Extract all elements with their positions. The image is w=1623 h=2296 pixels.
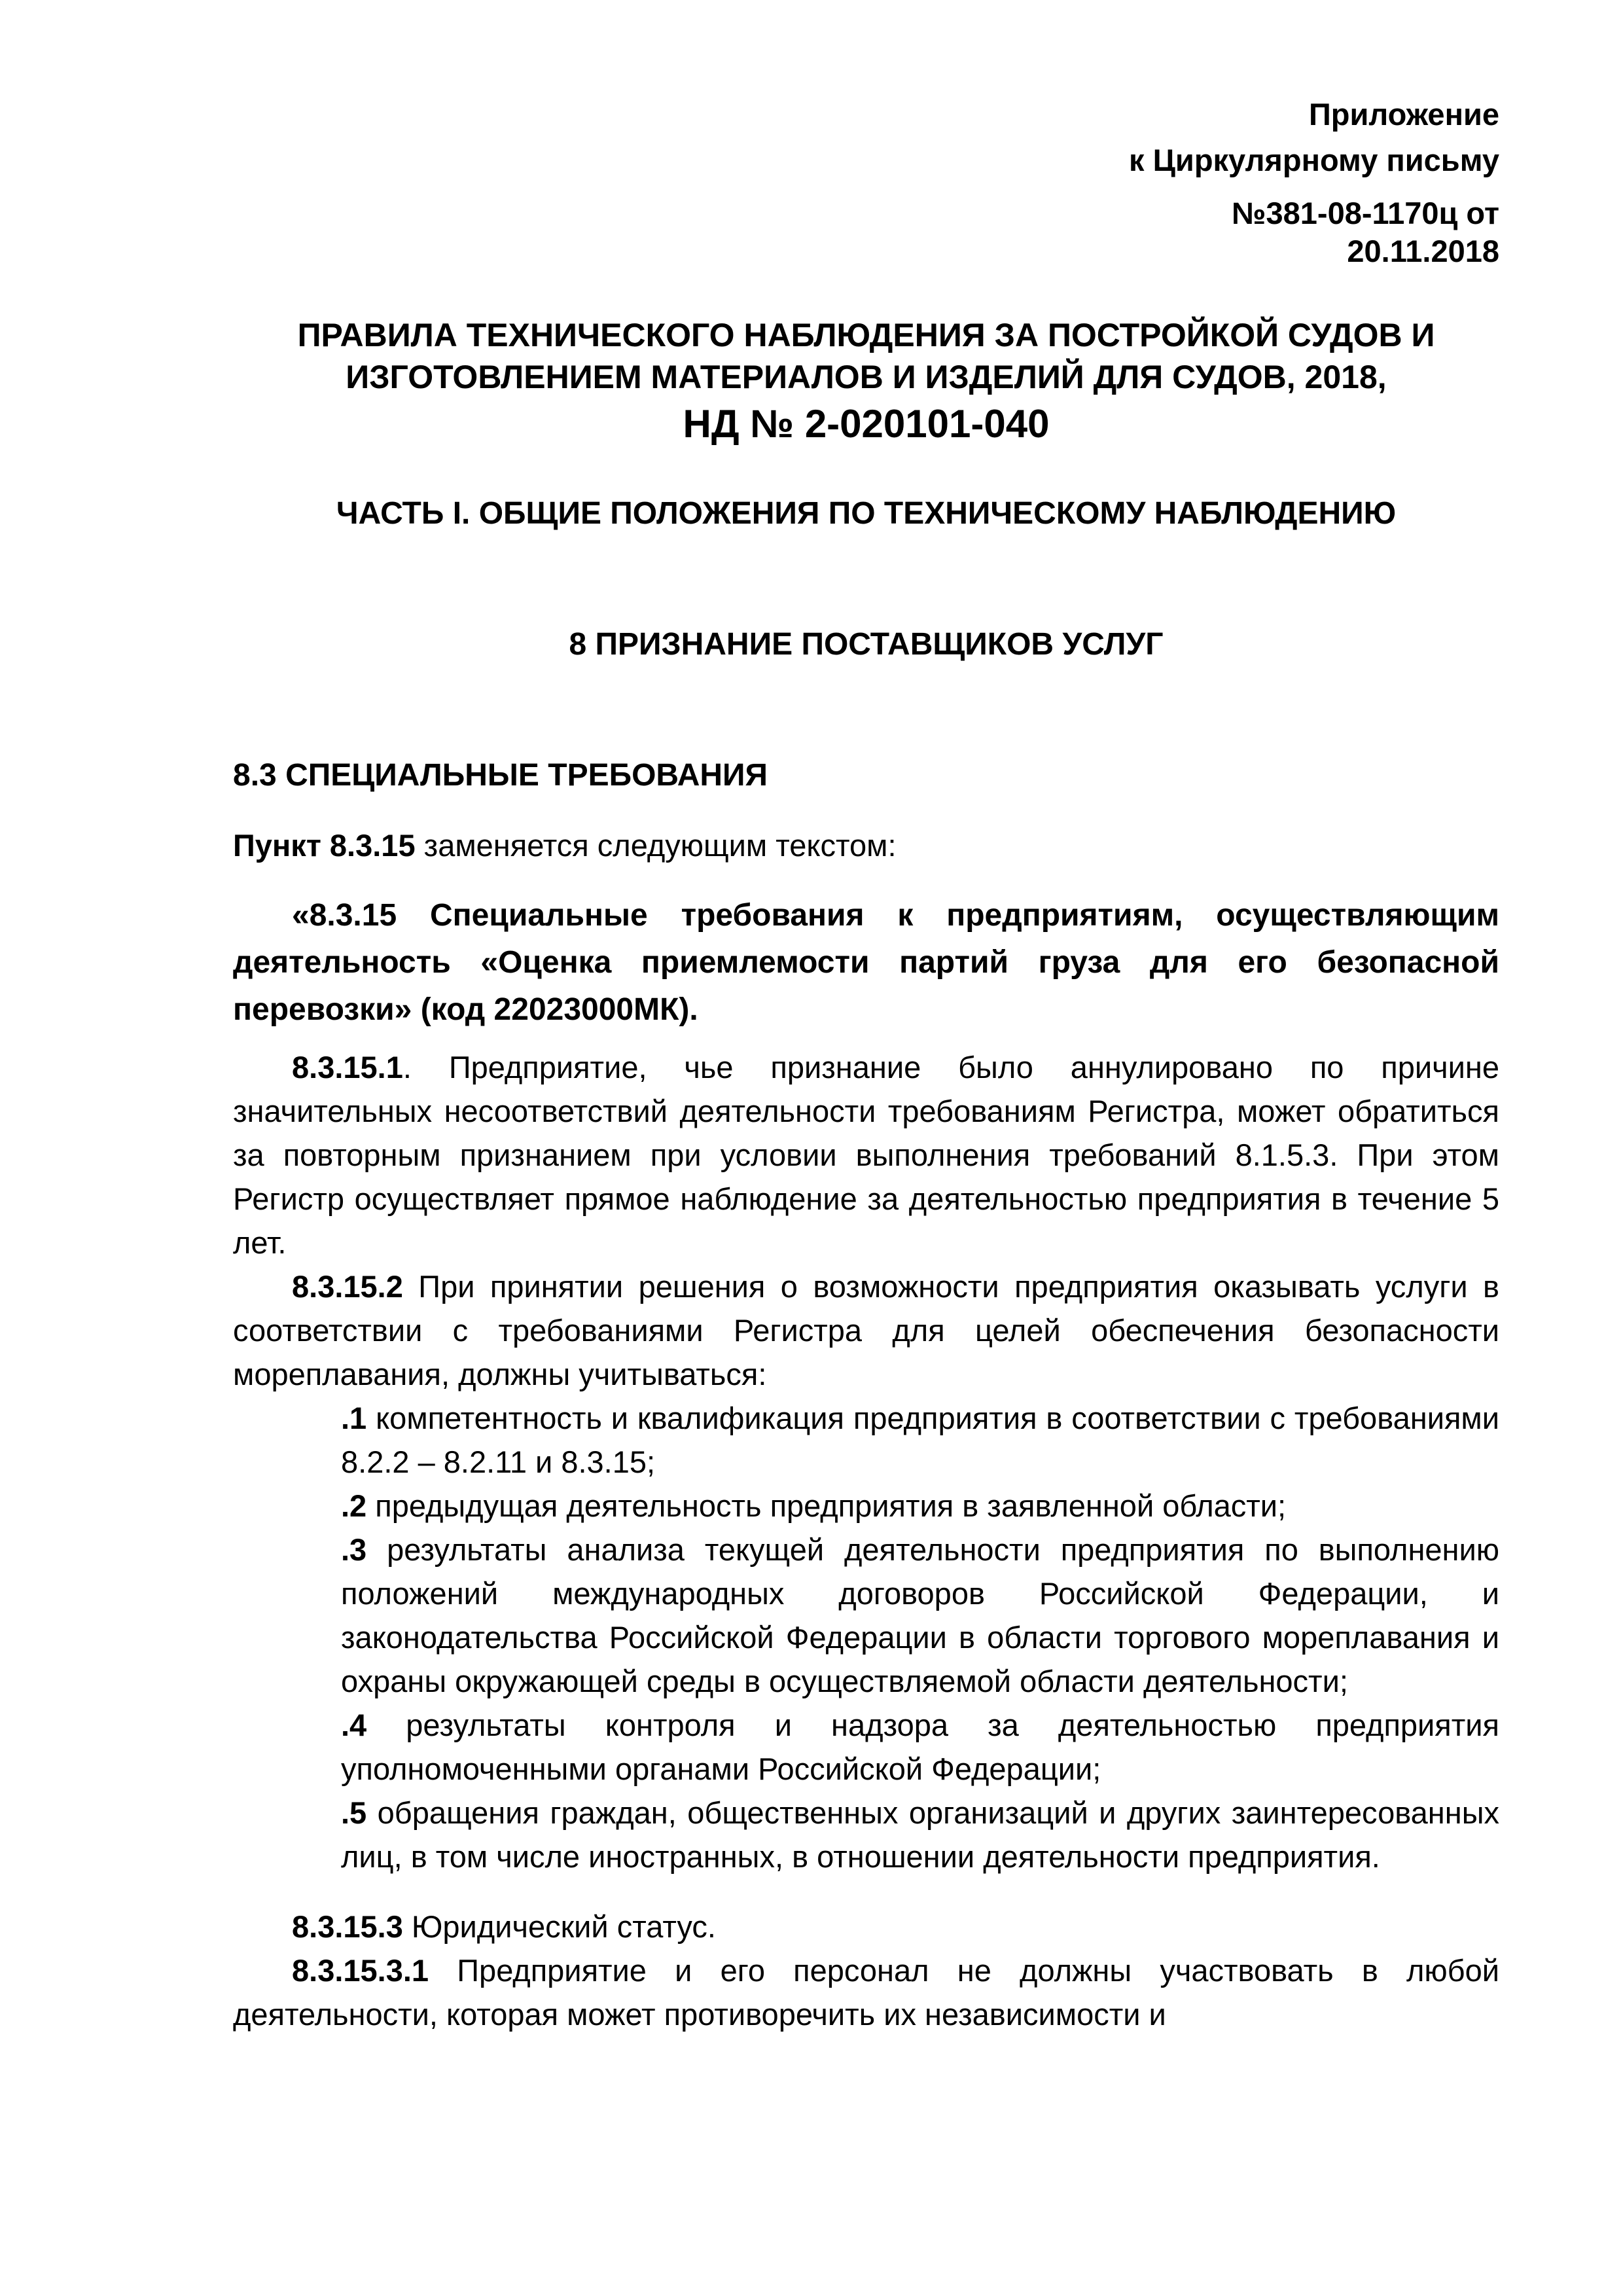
clause-8-3-15-3-1 [233,1948,1499,2036]
title-line-1: ПРАВИЛА ТЕХНИЧЕСКОГО НАБЛЮДЕНИЯ ЗА ПОСТРОЙКОЙ СУДОВ И [297,317,1435,353]
item-text: результаты анализа текущей деятельности предприятия по выполнению положений международных договоров Российской Федерации, и законодательства Российской Федерации в области торгового мореплавания и охраны окружающей среды в осуществляемой области деятельности; [341,1532,1499,1698]
list-item [341,1528,1499,1703]
clause-8-3-15-3 [233,1905,1499,1948]
appendix-header [233,92,1499,270]
document-content [233,92,1499,2036]
item-number: .5 [341,1795,367,1830]
item-number: .2 [341,1488,367,1523]
clause-text: При принятии решения о возможности предприятия оказывать услуги в соответствии с требованиями Регистра для целей обеспечения безопасности мореплавания, должны учитываться: [233,1269,1499,1391]
list-item [341,1791,1499,1878]
section-title: 8.3 СПЕЦИАЛЬНЫЕ ТРЕБОВАНИЯ [233,758,768,793]
chapter-title: 8 ПРИЗНАНИЕ ПОСТАВЩИКОВ УСЛУГ [569,627,1164,662]
document-title [233,314,1499,450]
appendix-label: Приложение [1309,97,1499,132]
item-text: обращения граждан, общественных организаций и других заинтересованных лиц, в том числе иностранных, в отношении деятельности предприятия. [341,1795,1499,1874]
item-text: компетентность и квалификация предприятия в соответствии с требованиями 8.2.2 – 8.2.11 и 8.3.15; [341,1401,1499,1479]
list-item [341,1484,1499,1528]
intro-clause-ref: Пункт 8.3.15 [233,828,416,863]
clause-8-3-15-1 [233,1045,1499,1265]
clause-text: Предприятие и его персонал не должны участвовать в любой деятельности, которая может противоречить их независимости и [233,1953,1499,2032]
item-text: предыдущая деятельность предприятия в заявленной области; [366,1488,1287,1523]
clause-number: 8.3.15.3 [292,1909,403,1944]
clause-text: . Предприятие, чье признание было аннулировано по причине значительных несоответствий деятельности требованиям Регистра, может обратиться за повторным признанием при условии выполнения требований 8.1.5.3. При этом Регистр осуществляет прямое наблюдение за деятельностью предприятия в течение 5 лет. [233,1050,1499,1260]
item-number: .1 [341,1401,367,1435]
clause-heading: «8.3.15 Специальные требования к предприятиям, осуществляющим деятельность «Оценка приемлемости партий груза для его безопасной перевозки» (код 22023000МК). [233,898,1499,1027]
item-number: .3 [341,1532,367,1567]
item-text: результаты контроля и надзора за деятельностью предприятия уполномоченными органами Российской Федерации; [341,1708,1499,1786]
clause-number: 8.3.15.2 [292,1269,403,1304]
letter-number: №381-08-1170ц от [1232,196,1499,230]
title-line-2: ИЗГОТОВЛЕНИЕМ МАТЕРИАЛОВ И ИЗДЕЛИЙ ДЛЯ СУДОВ, 2018, [346,359,1387,395]
intro-text: заменяется следующим текстом: [415,828,897,863]
item-number: .4 [341,1708,367,1742]
title-nd-number: НД № 2-020101-040 [683,402,1050,446]
circular-letter-label: к Циркулярному письму [1129,143,1499,177]
clause-number: 8.3.15.3.1 [292,1953,429,1988]
list-item [341,1396,1499,1484]
intro-paragraph [233,823,1499,867]
part-title: ЧАСТЬ I. ОБЩИЕ ПОЛОЖЕНИЯ ПО ТЕХНИЧЕСКОМУ НАБЛЮДЕНИЮ [336,496,1397,531]
list-item [341,1703,1499,1791]
clause-number: 8.3.15.1 [292,1050,403,1085]
letter-date: 20.11.2018 [1347,234,1499,268]
clause-text: Юридический статус. [402,1909,716,1944]
clause-8-3-15-2 [233,1265,1499,1396]
